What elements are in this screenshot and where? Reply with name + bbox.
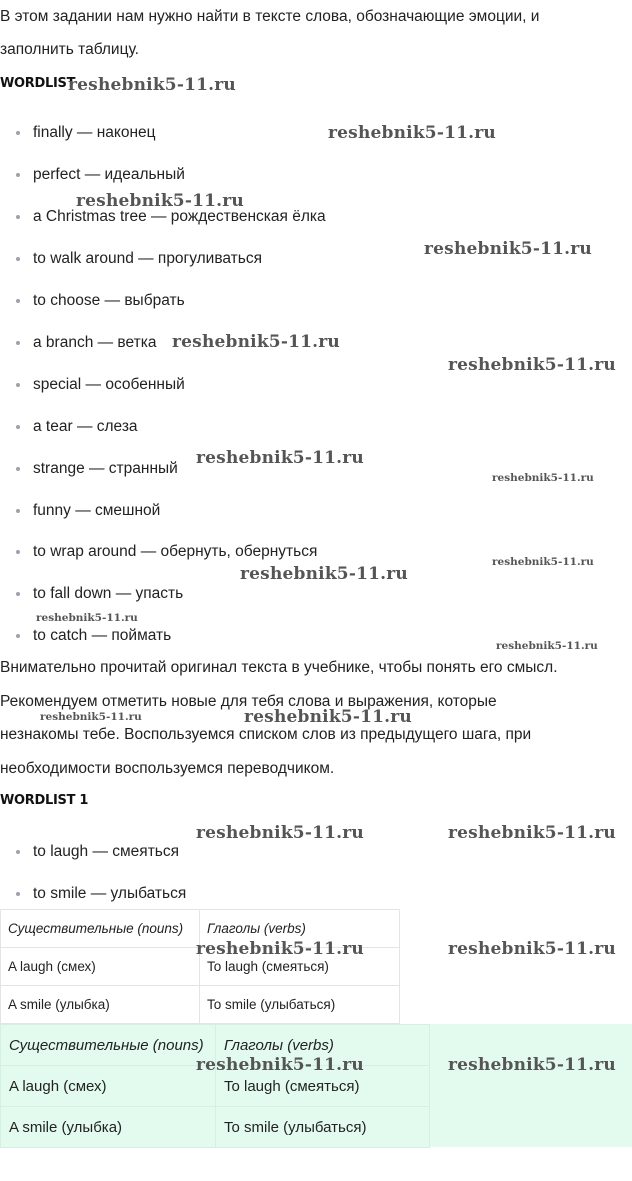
watermark: reshebnik5-11.ru [196,823,364,843]
bullet-icon [16,850,20,854]
watermark: reshebnik5-11.ru [492,472,594,484]
intro-line-1: В этом задании нам нужно найти в тексте слова, обозначающие эмоции, и [0,8,540,25]
table-header-nouns: Существительные (nouns) [1,910,200,948]
bullet-icon [16,892,20,896]
table-cell: A smile (улыбка) [1,1107,216,1148]
table-cell: To smile (улыбаться) [200,986,400,1024]
table-cell: A laugh (смех) [1,948,200,986]
table-header-verbs: Глаголы (verbs) [216,1025,430,1066]
watermark: reshebnik5-11.ru [240,564,408,584]
table-header-nouns: Существительные (nouns) [1,1025,216,1066]
bullet-icon [16,425,20,429]
watermark: reshebnik5-11.ru [196,1055,364,1075]
bullet-icon [16,550,20,554]
reading-line-3: незнакомы тебе. Воспользуемся списком слов из предыдущего шага, при [0,726,532,743]
table-row [1,986,400,1024]
watermark: reshebnik5-11.ru [76,191,244,211]
watermark: reshebnik5-11.ru [328,123,496,143]
table-row [1,1066,430,1107]
watermark: reshebnik5-11.ru [448,939,616,959]
bullet-icon [16,299,20,303]
watermark: reshebnik5-11.ru [40,711,142,723]
wordlist1-heading: WORDLIST 1 [0,793,89,808]
reading-line-4: необходимости воспользуемся переводчиком. [0,760,335,777]
table-row [1,1107,430,1148]
table-row [1,948,400,986]
bullet-icon [16,173,20,177]
intro-line-2: заполнить таблицу. [0,41,139,58]
table-cell: To laugh (смеяться) [200,948,400,986]
table-cell: A laugh (смех) [1,1066,216,1107]
bullet-icon [16,509,20,513]
table-cell: To laugh (смеяться) [216,1066,430,1107]
bullet-icon [16,592,20,596]
watermark: reshebnik5-11.ru [448,823,616,843]
emotions-table [0,909,400,1024]
watermark: reshebnik5-11.ru [36,612,138,624]
table-header-row [1,1025,430,1066]
watermark: reshebnik5-11.ru [68,75,236,95]
watermark: reshebnik5-11.ru [196,939,364,959]
bullet-icon [16,634,20,638]
table-header-verbs: Глаголы (verbs) [200,910,400,948]
watermark: reshebnik5-11.ru [496,640,598,652]
bullet-icon [16,131,20,135]
answer-table [0,1024,430,1148]
watermark: reshebnik5-11.ru [244,707,412,727]
bullet-icon [16,383,20,387]
reading-line-1: Внимательно прочитай оригинал текста в учебнике, чтобы понять его смысл. [0,659,558,676]
watermark: reshebnik5-11.ru [424,239,592,259]
watermark: reshebnik5-11.ru [172,332,340,352]
watermark: reshebnik5-11.ru [448,1055,616,1075]
wordlist-heading: WORDLIST [0,76,76,91]
watermark: reshebnik5-11.ru [196,448,364,468]
bullet-icon [16,341,20,345]
table-cell: To smile (улыбаться) [216,1107,430,1148]
watermark: reshebnik5-11.ru [448,355,616,375]
bullet-icon [16,257,20,261]
reading-line-2: Рекомендуем отметить новые для тебя слова и выражения, которые [0,693,497,710]
table-header-row [1,910,400,948]
table-cell: A smile (улыбка) [1,986,200,1024]
watermark: reshebnik5-11.ru [492,556,594,568]
bullet-icon [16,467,20,471]
bullet-icon [16,215,20,219]
